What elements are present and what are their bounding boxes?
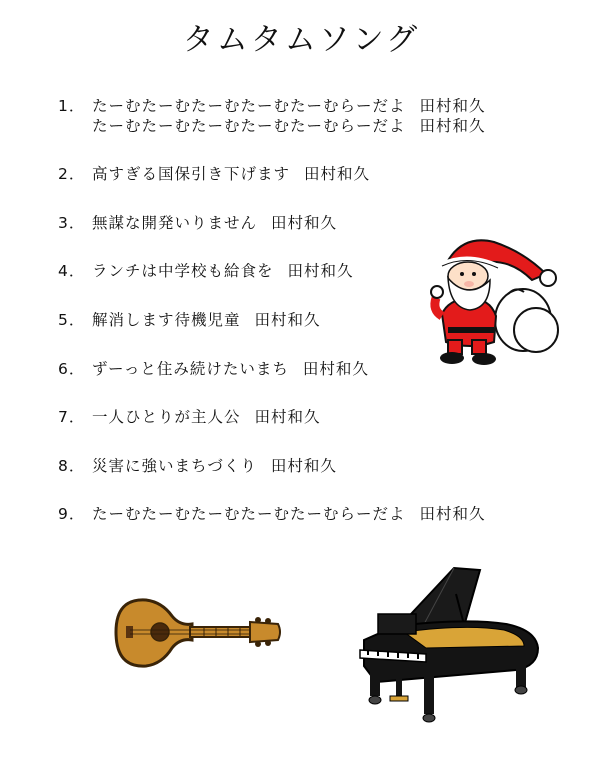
item-text: 高すぎる国保引き下げます <box>92 165 291 183</box>
grand-piano-illustration <box>356 566 544 728</box>
item-text: たーむたーむたーむたーむたーむらーだよ <box>92 505 406 523</box>
item-text: たーむたーむたーむたーむたーむらーだよ <box>92 97 406 115</box>
item-number: 6． <box>58 360 86 378</box>
item-author: 田村和久 <box>419 505 486 523</box>
item-text: 解消します待機児童 <box>92 311 241 329</box>
item-author: 田村和久 <box>419 97 486 115</box>
item-number: 2． <box>58 165 86 183</box>
item-author: 田村和久 <box>271 214 338 232</box>
page-title: タムタムソング <box>182 22 421 58</box>
item-author: 田村和久 <box>254 408 321 426</box>
item-author: 田村和久 <box>270 457 337 475</box>
item-author: 田村和久 <box>302 360 369 378</box>
list-item <box>58 213 337 233</box>
item-text-continued: たーむたーむたーむたーむたーむらーだよ <box>92 117 406 135</box>
item-author: 田村和久 <box>287 262 354 280</box>
list-item <box>58 164 370 184</box>
list-item <box>58 407 321 427</box>
ukulele-illustration <box>112 594 284 672</box>
item-number: 1． <box>58 97 86 115</box>
list-item <box>58 96 486 136</box>
list-item <box>58 359 369 379</box>
item-number: 8． <box>58 457 86 475</box>
item-number: 4． <box>58 262 86 280</box>
list-item <box>58 504 486 524</box>
santa-claus-illustration <box>428 232 576 370</box>
item-number: 3． <box>58 214 86 232</box>
item-author-continued: 田村和久 <box>419 117 486 135</box>
item-text: 一人ひとりが主人公 <box>92 408 241 426</box>
item-number: 5． <box>58 311 86 329</box>
item-author: 田村和久 <box>304 165 371 183</box>
item-number: 9． <box>58 505 86 523</box>
item-text: 災害に強いまちづくり <box>92 457 257 475</box>
item-text: 無謀な開発いりません <box>92 214 258 232</box>
item-author: 田村和久 <box>254 311 321 329</box>
item-number: 7． <box>58 408 86 426</box>
list-item <box>58 456 337 476</box>
list-item <box>58 310 321 330</box>
list-item <box>58 261 354 281</box>
item-text: ずーっと住み続けたいまち <box>92 360 289 378</box>
item-text: ランチは中学校も給食を <box>92 262 274 280</box>
